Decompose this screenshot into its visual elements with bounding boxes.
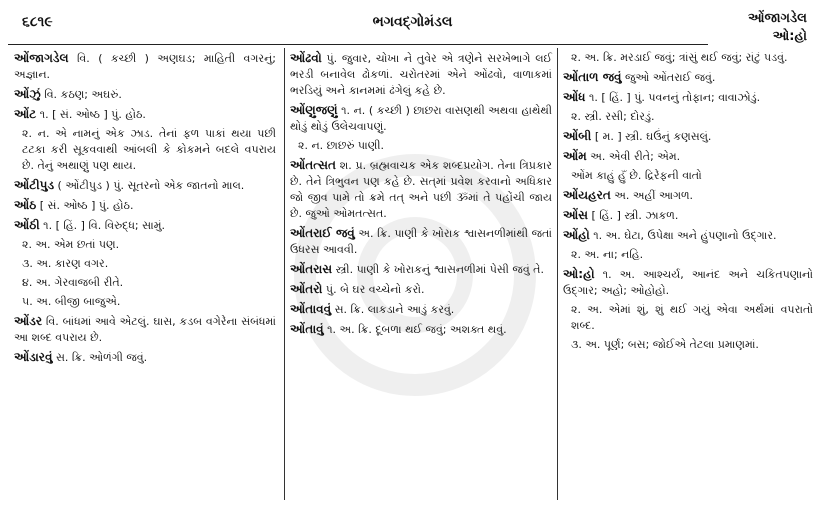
dictionary-entry [14,217,276,234]
dictionary-entry [563,187,813,204]
dictionary-entry [290,261,552,278]
entry-headword: ઓંજાગડેલ [14,51,69,65]
dictionary-entry [14,349,276,366]
dictionary-entry [14,177,276,194]
guide-word-last: ઓ:હો [772,29,807,44]
entry-definition: જુઓ ઓંતરાઈ જવું. [621,71,716,84]
entry-sense: ૨. ન. છાછરું પાણી. [298,139,384,152]
dictionary-entry [290,50,552,99]
entry-definition: ૧. [ સં. ઓષ્ઠ ] પું. હોઠ. [36,108,146,121]
column-2 [290,50,552,341]
entry-headword: ઓંમ [563,149,587,163]
entry-definition: [ હિં. ] સ્ત્રી. ઝાકળ. [587,209,679,222]
entry-sense: ૩. અ. કારણ વગર. [22,257,109,270]
guide-word-first: ઓંજાગડેલ [747,11,807,26]
entry-definition: [ સં. ઓષ્ઠ ] પું. હોઠ. [36,199,134,212]
entry-definition: અ. અહીં આગળ. [610,189,694,202]
entry-headword: ઓંડારવું [14,350,53,364]
entry-sense: ૨. અ. એમ છતાં પણ. [22,238,120,251]
page-header [0,0,825,44]
entry-definition: શ. પ્ર. બ્રહ્મવાચક એક શબ્દપ્રયોગ. તેના ત્રિપ્રકાર છે. તેને ત્રિભુવન પણ કહે છે. સત્‌માં પ્રવેશ કરવાનો અધિકાર જો જીવ પામે તો ક્રમે તત્ અને પછી ૐમાં તે પહોંચી જાય છે. જુઓ ઓમતત્સત. [290,159,552,220]
entry-headword: ઓંતત્સત [290,158,336,172]
running-title: ભગવદ્ગોમંડલ [372,14,453,30]
dictionary-entry [290,281,552,298]
entry-definition: અ. એવી રીતે; એમ. [586,150,681,163]
entry-headword: ઓંબી [563,129,592,143]
dictionary-entry [563,128,813,145]
entry-sense: ૨. અ. એમાં શું, શું થઈ ગયું એવા અર્થમાં વપરાતો શબ્દ. [571,303,813,332]
entry-headword: ઓંતરો [290,282,323,296]
entry-headword: ઓંતાવવું [290,302,332,316]
entry-headword: ઓંટીપુડ [14,178,55,192]
entry-definition: સ. ક્રિ. લાકડાને આડું કરવું. [331,303,455,316]
entry-sense: ૪. અ. ગેરવાજબી રીતે. [22,276,124,289]
entry-definition: ૧. [ હિં. ] વિ. વિરુદ્ધ; સામું. [39,219,165,232]
entry-definition: ૧. ન. ( કચ્છી ) છાછરા વાસણથી અથવા હાથેથી થોડું થોડું ઉલેચવાપણું. [290,104,552,133]
dictionary-entry [14,50,276,83]
entry-definition: ૧. [ હિં. ] પું. પવનનું તોફાન; વાવાઝોડું. [585,91,761,104]
dictionary-entry [563,89,813,106]
entry-definition: વિ. બાંધમાં આવે એટલું. ઘાસ, કડબ વગેરેના સંબંધમાં આ શબ્દ વપરાય છે. [14,315,276,344]
page-number: ૬૮૧૯ [22,14,53,30]
entry-headword: ઓંતરાસ [290,262,333,276]
dictionary-entry [14,313,276,346]
dictionary-entry [563,148,813,165]
dictionary-entry [563,69,813,86]
entry-sense: ઓંમ કાહું હુઁ છે. દ્રિરેફની વાતો [571,169,702,182]
dictionary-entry [290,301,552,318]
entry-definition: પું. જુવાર, ચોખા ને તુવેર એ ત્રણેને સરખેભાગે લઈ ભરડી બનાવેલ ઢોકળાં. ચરોતરમાં એને ઓંઢવો, વાળાકમાં ભરડિયું અને કાનમમાં ઢંગેલું કહે છે. [290,52,552,97]
entry-definition: ૧. અ. આશ્ચર્ય, આનંદ અને ચકિતપણાનો ઉદ્ગાર; અહો; ઓહોહો. [563,268,813,297]
entry-headword: ઓંઢવો [290,51,322,65]
dictionary-entry [14,106,276,123]
entry-headword: ઓંતરાઈ જવું [290,226,355,240]
entry-headword: ઓંસ [563,208,588,222]
entry-headword: ઓંટ [14,107,37,121]
entry-definition: વિ. ( કચ્છી ) અણઘડ; માહિતી વગરનું; અજ્ઞાન. [14,52,276,81]
entry-headword: ઓંઝું [14,87,41,101]
column-3 [563,50,813,356]
entry-headword: ઓંતાળ જવું [563,70,622,84]
entry-sense: ૨. અ. ના; નહિ. [571,248,644,261]
entry-definition: સ્ત્રી. પાણી કે ખોરાકનું શ્વાસનળીમાં પેસી જવું તે. [332,263,544,276]
entry-headword: ઓંડર [14,314,43,328]
entry-headword: ઓંઠી [14,218,40,232]
dictionary-entry [14,86,276,103]
dictionary-entry [290,157,552,222]
entry-sense: ૨. સ્ત્રી. રસી; દોરડું. [571,110,655,123]
guide-words [748,10,807,46]
entry-headword: ઓંહો [563,228,590,242]
dictionary-entry [563,266,813,299]
entry-sense: ૨. અ. ક્રિ. મરડાઈ જવું; ત્રાંસું થઈ જવું; રાંટું પડવું. [571,51,788,64]
entry-definition: પું. બે ઘર વચ્ચેનો કરો. [322,283,425,296]
header-rule [8,44,708,45]
entry-definition: વિ. કઠણ; અઘરું. [40,88,122,101]
entry-sense: ૩. અ. પૂર્ણ; બસ; જોઈએ તેટલા પ્રમાણમાં. [571,338,759,351]
dictionary-entry [290,102,552,135]
dictionary-entry [290,225,552,258]
entry-headword: ઓંયહરત [563,188,611,202]
entry-headword: ઓંધ [563,90,586,104]
column-divider [557,48,558,500]
dictionary-entry [563,227,813,244]
entry-headword: ઓ:હો [563,267,595,281]
column-1 [14,50,276,369]
dictionary-entry [290,321,552,338]
entry-sense: ૨. ન. એ નામનું એક ઝાડ. તેનાં ફળ પાકાં થયા પછી ટટકા કરી સૂકવવાથી આંબલી કે કોકમને બદલે વપરાય છે. તેનું અથાણું પણ થાય. [22,127,276,172]
entry-sense: ૫. અ. બીજી બાજુએ. [22,295,121,308]
entry-definition: ( ઓંટીપુડ ) પું. સૂતરનો એક જાતનો માલ. [54,179,245,192]
entry-headword: ઓંણુજણું [290,103,338,117]
entry-definition: [ મ. ] સ્ત્રી. ઘઉંનું કણસલું. [591,130,712,143]
entry-definition: સ. ક્રિ. ઓળંગી જવું. [52,351,148,364]
entry-definition: અ. ક્રિ. પાણી કે ખોરાક શ્વાસનળીમાંથી જતાં ઉધરસ આવવી. [290,227,553,256]
column-divider [284,48,285,500]
entry-definition: ૧. અ. ક્રિ. દૂબળા થઈ જવું; અશક્ત થવું. [323,323,507,336]
entry-definition: ૧. અ. ઘેટા, ઉપેક્ષા અને હુંપણાનો ઉદ્ગાર. [589,229,777,242]
dictionary-entry [14,197,276,214]
dictionary-entry [563,207,813,224]
entry-headword: ઓંઠ [14,198,37,212]
entry-headword: ઓંતાવું [290,322,324,336]
